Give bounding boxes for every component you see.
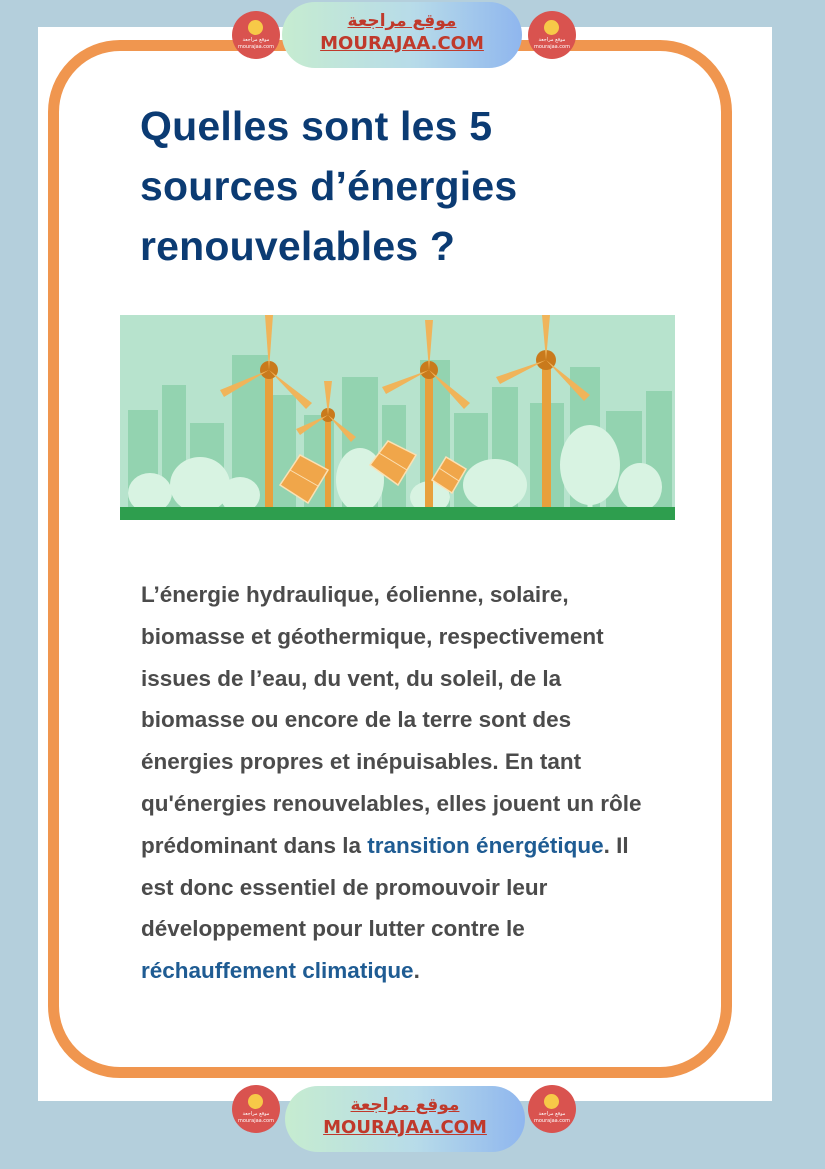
- logo-sun-icon: [248, 1094, 263, 1109]
- site-name-link[interactable]: MOURAJAA.COM: [320, 33, 484, 54]
- paragraph-text: . Il est donc essentiel de promouvoir leur développement pour lutter contre le: [141, 832, 629, 942]
- site-name-link[interactable]: MOURAJAA.COM: [323, 1117, 487, 1138]
- site-badge-top[interactable]: [282, 2, 522, 68]
- page-title: [140, 96, 660, 276]
- logo-sun-icon: [544, 20, 559, 35]
- rechauffement-climatique-link[interactable]: réchauffement climatique: [141, 958, 414, 984]
- logo-text-en: mourajaa.com: [237, 44, 274, 50]
- paragraph-text: .: [413, 958, 420, 984]
- logo-text-ar: موقع مراجعة: [242, 37, 270, 43]
- site-name-arabic[interactable]: موقع مراجعة: [347, 11, 457, 31]
- logo-text-ar: موقع مراجعة: [242, 1111, 270, 1117]
- title-line: renouvelables ?: [140, 223, 456, 269]
- site-logo-left: [232, 1085, 280, 1133]
- site-logo-right: [528, 11, 576, 59]
- logo-text-ar: موقع مراجعة: [538, 37, 566, 43]
- logo-text-en: mourajaa.com: [237, 1118, 274, 1124]
- logo-sun-icon: [248, 20, 263, 35]
- transition-energetique-link[interactable]: transition énergétique: [367, 832, 604, 858]
- site-logo-right: [528, 1085, 576, 1133]
- site-logo-left: [232, 11, 280, 59]
- site-name-arabic[interactable]: موقع مراجعة: [350, 1095, 460, 1115]
- logo-text-en: mourajaa.com: [533, 1118, 570, 1124]
- logo-text-ar: موقع مراجعة: [538, 1111, 566, 1117]
- title-line: Quelles sont les 5: [140, 103, 493, 149]
- logo-sun-icon: [544, 1094, 559, 1109]
- title-line: sources d’énergies: [140, 163, 518, 209]
- paragraph-text: L’énergie hydraulique, éolienne, solaire, biomasse et géothermique, respectivement issues de l’eau, du vent, du soleil, de la biomasse ou encore de la terre sont des énergies propres et inépuisables. En tant qu'énergies renouvelables, elles jouent un rôle prédominant dans la: [141, 582, 642, 858]
- logo-text-en: mourajaa.com: [533, 44, 570, 50]
- site-badge-bottom[interactable]: [285, 1086, 525, 1152]
- body-paragraph: [141, 574, 661, 992]
- renewable-energy-illustration: [120, 315, 675, 520]
